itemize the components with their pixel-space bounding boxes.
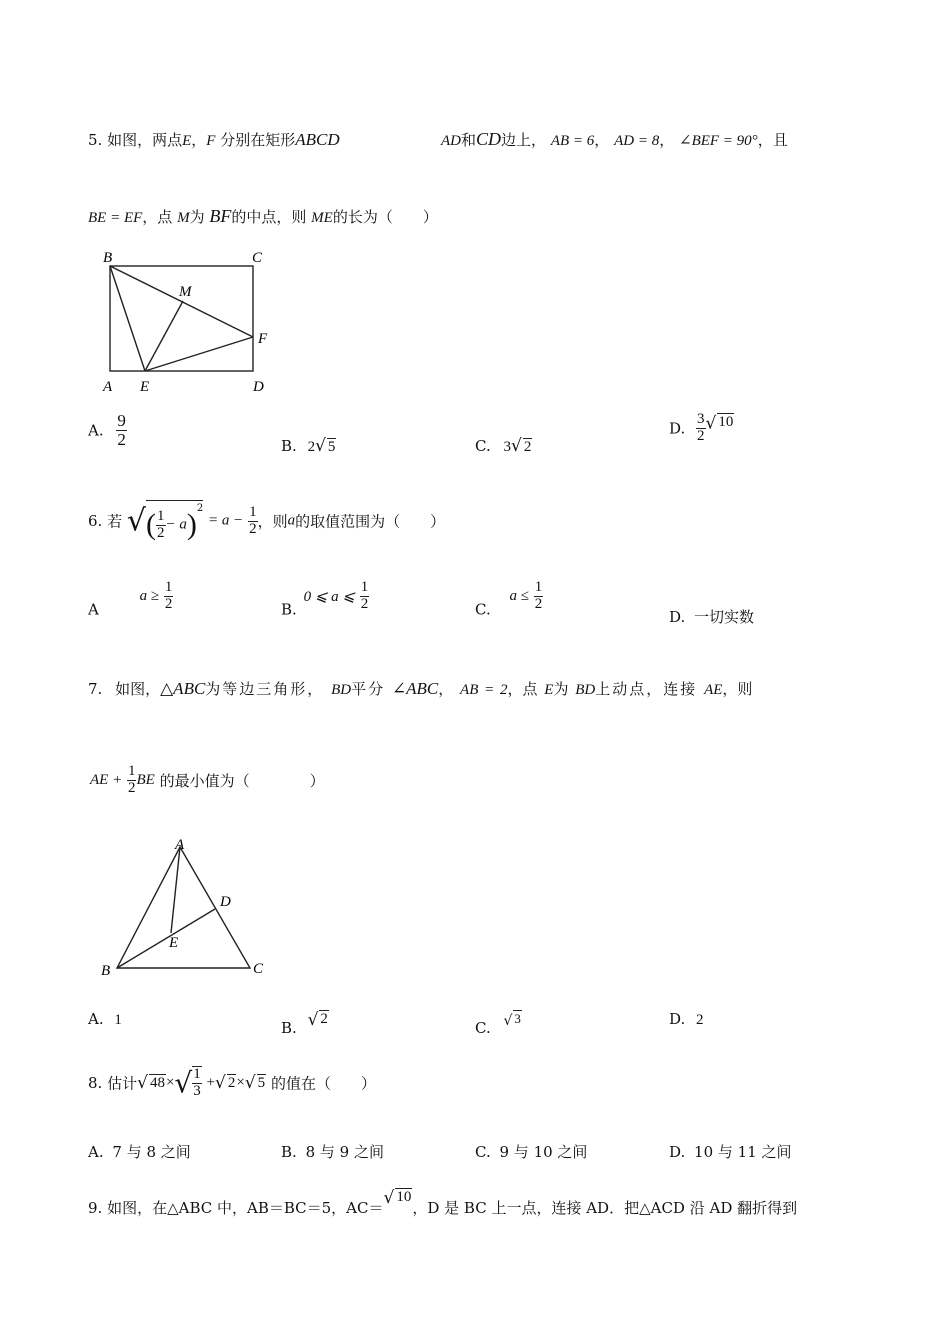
fraction: $\frac{1}{2}$ — [164, 579, 173, 612]
fraction: $\frac{1}{2}$ — [157, 507, 165, 541]
q5-number: 5. — [88, 131, 103, 149]
q8-stem: 8. 估计√ 48×√ $\frac{1}{3}$ +√ 2×√ 5 的值在（ ） — [88, 1066, 376, 1100]
label-e: E — [140, 379, 150, 395]
q5-option-a[interactable]: A. $\frac{9}{2}$ — [88, 411, 126, 449]
q8-option-b[interactable]: B. 8 与 9 之间 — [281, 1143, 384, 1161]
q7-number: 7. — [88, 680, 103, 698]
fraction: $\frac{9}{2}$ — [117, 411, 126, 449]
q6-option-d[interactable]: D. 一切实数 — [669, 608, 755, 626]
label-c: C — [252, 250, 263, 266]
fraction: $\frac{1}{2}$ — [360, 579, 369, 612]
q5-option-b[interactable]: B. 2√ 5 — [281, 436, 336, 456]
label-c: C — [253, 961, 264, 977]
fraction: $\frac{1}{2}$ — [127, 763, 136, 796]
label-b: B — [101, 963, 111, 979]
fraction: $\frac{1}{2}$ — [249, 503, 257, 537]
q7-option-a[interactable]: A. 1 — [88, 1010, 122, 1028]
q5-line1: 5. 如图，两点E，F 分别在矩形ABCD — [88, 130, 340, 149]
label-b: B — [103, 250, 113, 266]
q5-option-d[interactable]: D. $\frac{3}{2}$ √ 10 — [669, 411, 734, 444]
q5-line2: BE = EF，点 M为 BF的中点，则 ME的长为（ ） — [88, 206, 438, 226]
q6-option-b[interactable]: B. 0 ⩽ a ⩽ $\frac{1}{2}$ — [281, 579, 369, 619]
q5-figure — [95, 245, 285, 400]
fraction: $\frac{1}{2}$ — [534, 579, 543, 612]
label-e: E — [169, 935, 179, 951]
q9-number: 9. — [88, 1199, 103, 1217]
rectangle-abcd — [110, 266, 253, 371]
q6-option-a[interactable]: A a ≥ $\frac{1}{2}$ — [88, 579, 173, 619]
q7-line1: 7. 如图，△ABC为等边三角形， BD平分 ∠ABC， AB = 2，点 E为 BD上动点，连接 AE，则 — [88, 679, 753, 698]
q6-option-c[interactable]: C. a ≤ $\frac{1}{2}$ — [475, 579, 543, 619]
label-d: D — [220, 894, 231, 910]
q7-line2: AE + $\frac{1}{2}$ BE 的最小值为（ ） — [90, 763, 325, 796]
q7-figure — [95, 835, 275, 980]
label-m: M — [179, 284, 192, 300]
fraction: $\frac{3}{2}$ — [697, 411, 705, 444]
q5-line1-b: AD和CD边上， AB = 6， AD = 8， ∠BEF = 90°，且 — [441, 129, 788, 149]
segment-be — [110, 266, 145, 371]
q9-stem: 9. 如图，在△ABC 中，AB＝BC＝5，AC＝√ 10，D 是 BC 上一点，连接 AD．把△ACD 沿 AD 翻折得到 — [88, 1188, 798, 1217]
q6-number: 6. — [88, 512, 103, 530]
q8-option-c[interactable]: C. 9 与 10 之间 — [475, 1143, 588, 1161]
label-f: F — [258, 331, 268, 347]
segment-bf — [110, 266, 253, 337]
segment-ae — [171, 847, 180, 933]
q8-number: 8. — [88, 1073, 103, 1092]
q7-option-c[interactable]: C. √ 3 — [475, 1011, 521, 1037]
q5-option-c[interactable]: C. 3√ 2 — [475, 436, 532, 456]
q7-option-d[interactable]: D. 2 — [669, 1010, 704, 1028]
q8-option-a[interactable]: A. 7 与 8 之间 — [88, 1143, 191, 1161]
fraction: $\frac{1}{3}$ — [193, 1066, 201, 1099]
q8-option-d[interactable]: D. 10 与 11 之间 — [669, 1143, 792, 1161]
label-a: A — [103, 379, 113, 395]
label-d: D — [253, 379, 264, 395]
label-a: A — [175, 837, 185, 853]
q7-option-b[interactable]: B. √ 2 — [281, 1010, 328, 1037]
q6-stem: 6. 若 √( $\frac{1}{2}$ − a)$^2$ = a − $\frac{1}{2}$ ，则a的取值范围为（ ） — [88, 500, 445, 542]
